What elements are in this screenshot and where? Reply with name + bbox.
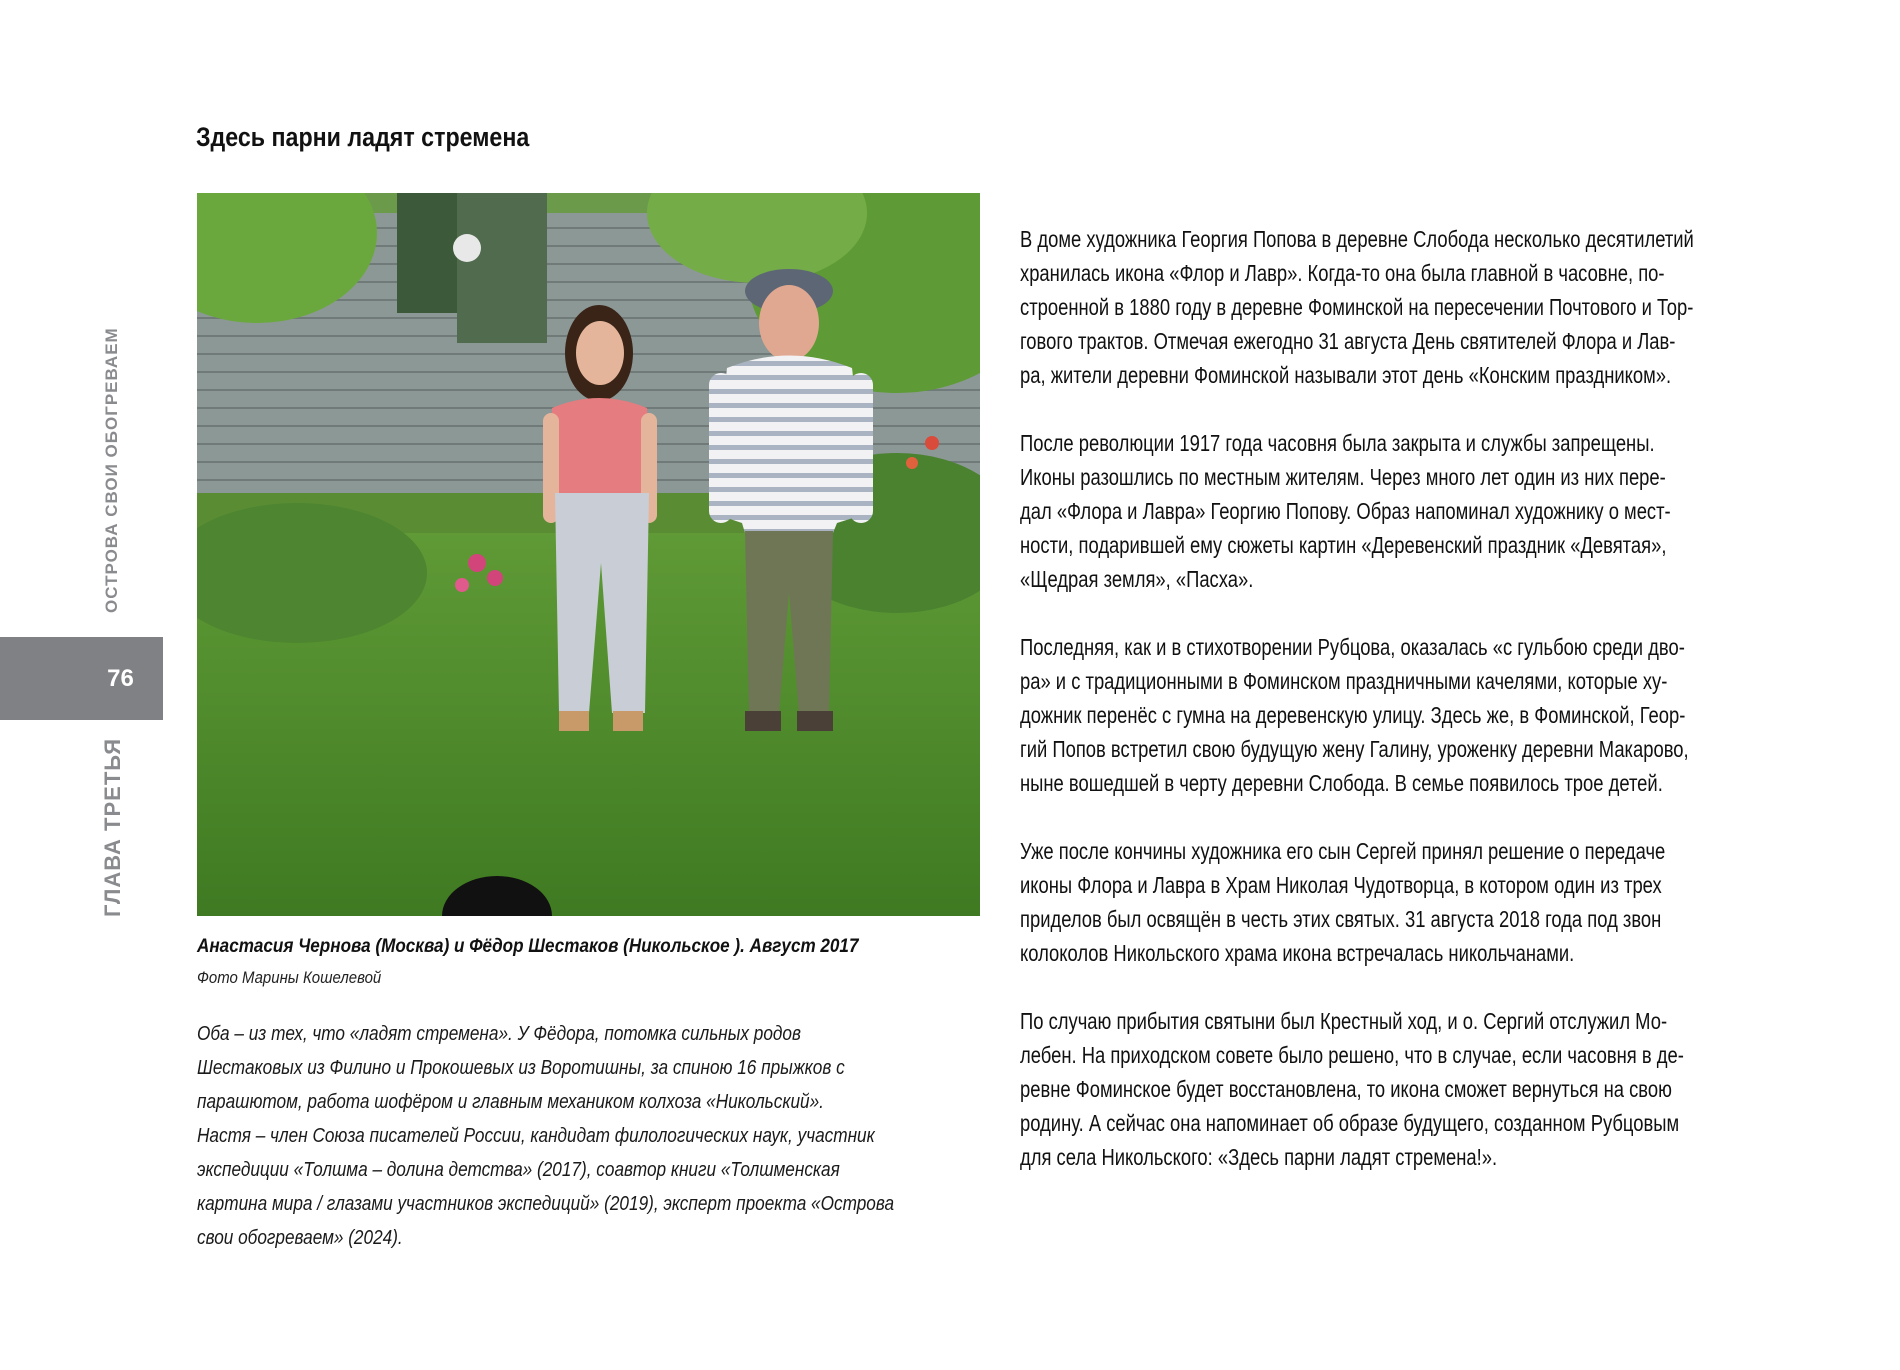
paragraph	[1020, 426, 1840, 596]
photo-caption-credit: Фото Марины Кошелевой	[197, 968, 382, 987]
text-line: После революции 1917 года часовня была закрыта и службы запрещены.	[1020, 430, 1655, 456]
text-line: родину. А сейчас она напоминает об образе будущего, созданном Рубцовым	[1020, 1110, 1680, 1136]
bio-text	[197, 1017, 997, 1255]
paragraph	[1020, 630, 1840, 800]
text-line: «Щедрая земля», «Пасха».	[1020, 566, 1254, 592]
text-line: ности, подарившей ему сюжеты картин «Деревенский праздник «Девятая»,	[1020, 532, 1667, 558]
bio-line: парашютом, работа шофёром и главным механиком колхоза «Никольский».	[197, 1091, 824, 1113]
text-line: дожник перенёс с гумна на деревенскую улицу. Здесь же, в Фоминской, Геор-	[1020, 702, 1686, 728]
text-line: Последняя, как и в стихотворении Рубцова, оказалась «с гульбою среди дво-	[1020, 634, 1685, 660]
text-line: ра» и с традиционными в Фоминском праздничными качелями, которые ху-	[1020, 668, 1668, 694]
bio-line: свои обогреваем» (2024).	[197, 1227, 403, 1249]
photo-illustration	[197, 193, 980, 916]
window	[457, 193, 547, 343]
paragraph	[1020, 222, 1840, 392]
flower	[468, 554, 486, 572]
bio-line: Оба – из тех, что «ладят стремена». У Фёдора, потомка сильных родов	[197, 1023, 801, 1045]
flower	[906, 457, 918, 469]
text-line: дал «Флора и Лавра» Георгию Попову. Образ напоминал художнику о мест-	[1020, 498, 1671, 524]
satellite-dish	[453, 234, 481, 262]
paragraph	[1020, 834, 1840, 970]
article-body	[1020, 222, 1840, 1208]
text-line: приделов был освящён в честь этих святых. 31 августа 2018 года под звон	[1020, 906, 1662, 932]
photo	[197, 193, 980, 916]
text-line: ра, жители деревни Фоминской называли этот день «Конским праздником».	[1020, 362, 1672, 388]
text-line: лебен. На приходском совете было решено, что в случае, если часовня в де-	[1020, 1042, 1684, 1068]
text-line: По случаю прибытия святыни был Крестный ход, и о. Сергий отслужил Мо-	[1020, 1008, 1668, 1034]
text-line: колоколов Никольского храма икона встречалась никольчанами.	[1020, 940, 1575, 966]
chapter-title-vertical: ГЛАВА ТРЕТЬЯ	[100, 737, 125, 918]
photo-caption-title: Анастасия Чернова (Москва) и Фёдор Шестаков (Никольское ). Август 2017	[197, 936, 859, 957]
text-line: гового трактов. Отмечая ежегодно 31 августа День святителей Флора и Лав-	[1020, 328, 1676, 354]
page-number: 76	[107, 664, 134, 692]
bio-line: экспедиции «Толшма – долина детства» (2017), соавтор книги «Толшменская	[197, 1159, 840, 1181]
text-line: ныне вошедшей в черту деревни Слобода. В семье появилось трое детей.	[1020, 770, 1663, 796]
bio-line: Настя – член Союза писателей России, кандидат филологических наук, участник	[197, 1125, 875, 1147]
bio-line: Шестаковых из Филино и Прокошевых из Воротишны, за спиною 16 прыжков с	[197, 1057, 845, 1079]
text-line: гий Попов встретил свою будущую жену Галину, уроженку деревни Макарово,	[1020, 736, 1689, 762]
text-line: Уже после кончины художника его сын Сергей принял решение о передаче	[1020, 838, 1666, 864]
text-line: хранилась икона «Флор и Лавр». Когда-то она была главной в часовне, по-	[1020, 260, 1665, 286]
text-line: для села Никольского: «Здесь парни ладят стремена!».	[1020, 1144, 1498, 1170]
page-number-tab	[0, 637, 163, 720]
text-line: иконы Флора и Лавра в Храм Николая Чудотворца, в котором один из трех	[1020, 872, 1662, 898]
flower	[455, 578, 469, 592]
bio-line: картина мира / глазами участников экспедиций» (2019), эксперт проекта «Острова	[197, 1193, 895, 1215]
text-line: Иконы разошлись по местным жителям. Через много лет один из них пере-	[1020, 464, 1666, 490]
text-line: строенной в 1880 году в деревне Фоминской на пересечении Почтового и Тор-	[1020, 294, 1694, 320]
article-title: Здесь парни ладят стремена	[196, 122, 530, 152]
section-title-vertical: ОСТРОВА СВОИ ОБОГРЕВАЕМ	[102, 327, 121, 613]
paragraph	[1020, 1004, 1840, 1174]
text-line: ревне Фоминское будет восстановлена, то икона сможет вернуться на свою	[1020, 1076, 1672, 1102]
flower	[925, 436, 939, 450]
flower	[487, 570, 503, 586]
text-line: В доме художника Георгия Попова в деревне Слобода несколько десятилетий	[1020, 226, 1694, 252]
